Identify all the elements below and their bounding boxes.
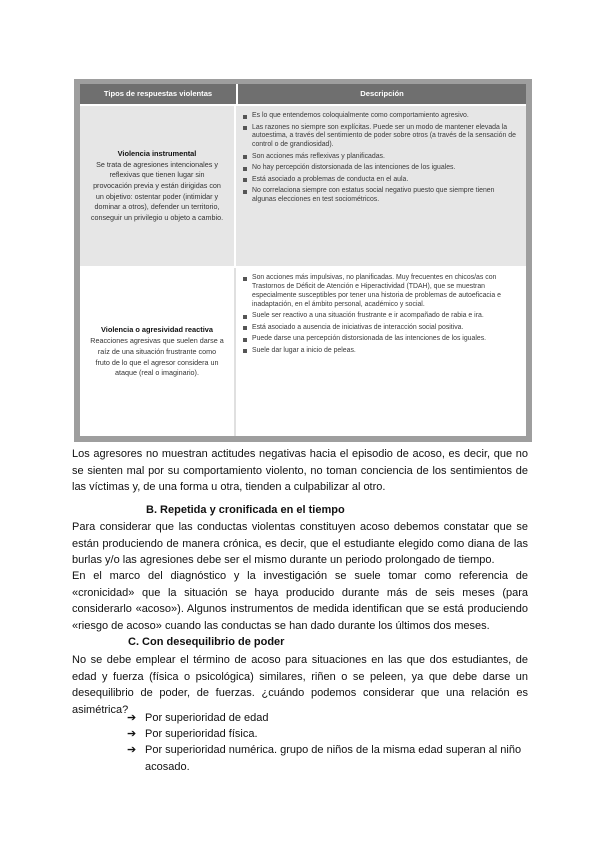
bullet-square-icon — [243, 349, 247, 353]
list-item: Las razones no siempre son explícitas. Puede ser un modo de mantener elevada la autoestima, a través del sentimiento de poder sobre otros (a través de la sensación de control o de grandiosidad). — [242, 124, 520, 151]
bullet-square-icon — [243, 115, 247, 119]
violence-types-table-image — [74, 79, 532, 442]
list-item: ➔ Por superioridad numérica. grupo de niños de la misma edad superan al niño acosado. — [127, 744, 522, 773]
row-description-cell — [238, 106, 526, 266]
paragraph-aggressors: Los agresores no muestran actitudes negativas hacia el episodio de acoso, es decir, que no se sienten mal por su comportamiento violento, no toman conciencia de los sentimientos de las víctimas y, de una forma u otra, tienden a culpabilizar al otro. — [72, 448, 528, 493]
paragraph-chronic: Para considerar que las conductas violentas constituyen acoso debemos constatar que se están produciendo de manera crónica, es decir, que el estudiante elegido como diana de las burlas y/o las agresiones debe ser el mismo durante un periodo prolongado de tiempo. — [72, 521, 528, 566]
table-row-instrumental — [80, 106, 526, 266]
violence-types-table — [80, 84, 526, 436]
list-item: Son acciones más impulsivas, no planificadas. Muy frecuentes en chicos/as con Trastornos de Déficit de Atención e Hiperactividad (TDAH), que se muestran especialmente susceptibles por tener una historia de problemas de autoeficacia e inadaptación, en el ámbito personal, académico y social. — [242, 274, 520, 310]
heading-repeated: B. Repetida y cronificada en el tiempo — [146, 504, 345, 516]
row-type-cell — [80, 106, 236, 266]
bullet-square-icon — [243, 126, 247, 130]
arrow-right-icon: ➔ — [127, 744, 137, 756]
bullet-square-icon — [243, 155, 247, 159]
bullet-square-icon — [243, 190, 247, 194]
paragraph-cronicidad: En el marco del diagnóstico y la investigación se suele tomar como referencia de «cronicidad» que la situación se haya producido durante más de seis meses (para considerarlo «acoso»). Algunos instrumentos de medida identifican que se está produciendo «riesgo de acoso» cuando las conductas se han dado durante los últimos dos meses. — [72, 570, 528, 632]
list-item: Suele dar lugar a inicio de peleas. — [242, 347, 520, 356]
list-item: Está asociado a problemas de conducta en el aula. — [242, 176, 520, 185]
bullet-square-icon — [243, 178, 247, 182]
list-item: Son acciones más reflexivas y planificadas. — [242, 153, 520, 162]
table-header — [80, 84, 526, 104]
list-item: Puede darse una percepción distorsionada de las intenciones de los iguales. — [242, 335, 520, 344]
list-item: ➔ Por superioridad física. — [127, 726, 527, 743]
arrow-right-icon: ➔ — [127, 728, 137, 740]
bullet-square-icon — [243, 338, 247, 342]
row-definition: Reacciones agresivas que suelen darse a raíz de una situación frustrante como fruto de lo que el agresor considera un ataque (real o imaginario). — [90, 336, 224, 378]
header-description: Descripción — [360, 89, 404, 98]
row-definition: Se trata de agresiones intencionales y reflexivas que tienen lugar sin provocación previa y están dirigidas con un objetivo: ostentar poder (intimidar y dominar a otros), defender un territorio, conseguir un privilegio u objeto a cambio. — [90, 159, 224, 222]
bullet-square-icon — [243, 315, 247, 319]
paragraph-imbalance: No se debe emplear el término de acoso para situaciones en las que dos estudiantes, de edad y fuerza (física o psicológica) similares, riñen o se peleen, ya que debe darse un desequilibrio de poder, de fuerzas. ¿cuándo podemos considerar que una relación es asimétrica? — [72, 654, 528, 716]
row-description-cell — [238, 268, 526, 436]
row-title: Violencia instrumental — [117, 148, 197, 158]
bullet-square-icon — [243, 326, 247, 330]
arrow-right-icon: ➔ — [127, 712, 137, 724]
row-title: Violencia o agresividad reactiva — [100, 325, 213, 335]
header-types: Tipos de respuestas violentas — [80, 84, 238, 104]
list-item: Suele ser reactivo a una situación frustrante e ir acompañado de rabia e ira. — [242, 312, 520, 321]
list-item: Está asociado a ausencia de iniciativas de interacción social positiva. — [242, 324, 520, 333]
list-item: No correlaciona siempre con estatus social negativo puesto que siempre tienen algunas elecciones en test sociométricos. — [242, 187, 520, 205]
table-row-reactive — [80, 268, 526, 436]
bullet-square-icon — [243, 277, 247, 281]
row-type-cell — [80, 268, 236, 436]
list-item: Es lo que entendemos coloquialmente como comportamiento agresivo. — [242, 112, 520, 121]
bullet-square-icon — [243, 167, 247, 171]
list-item: ➔ Por superioridad de edad — [127, 710, 527, 727]
list-item: No hay percepción distorsionada de las intenciones de los iguales. — [242, 164, 520, 173]
heading-power: C. Con desequilibrio de poder — [128, 636, 285, 648]
